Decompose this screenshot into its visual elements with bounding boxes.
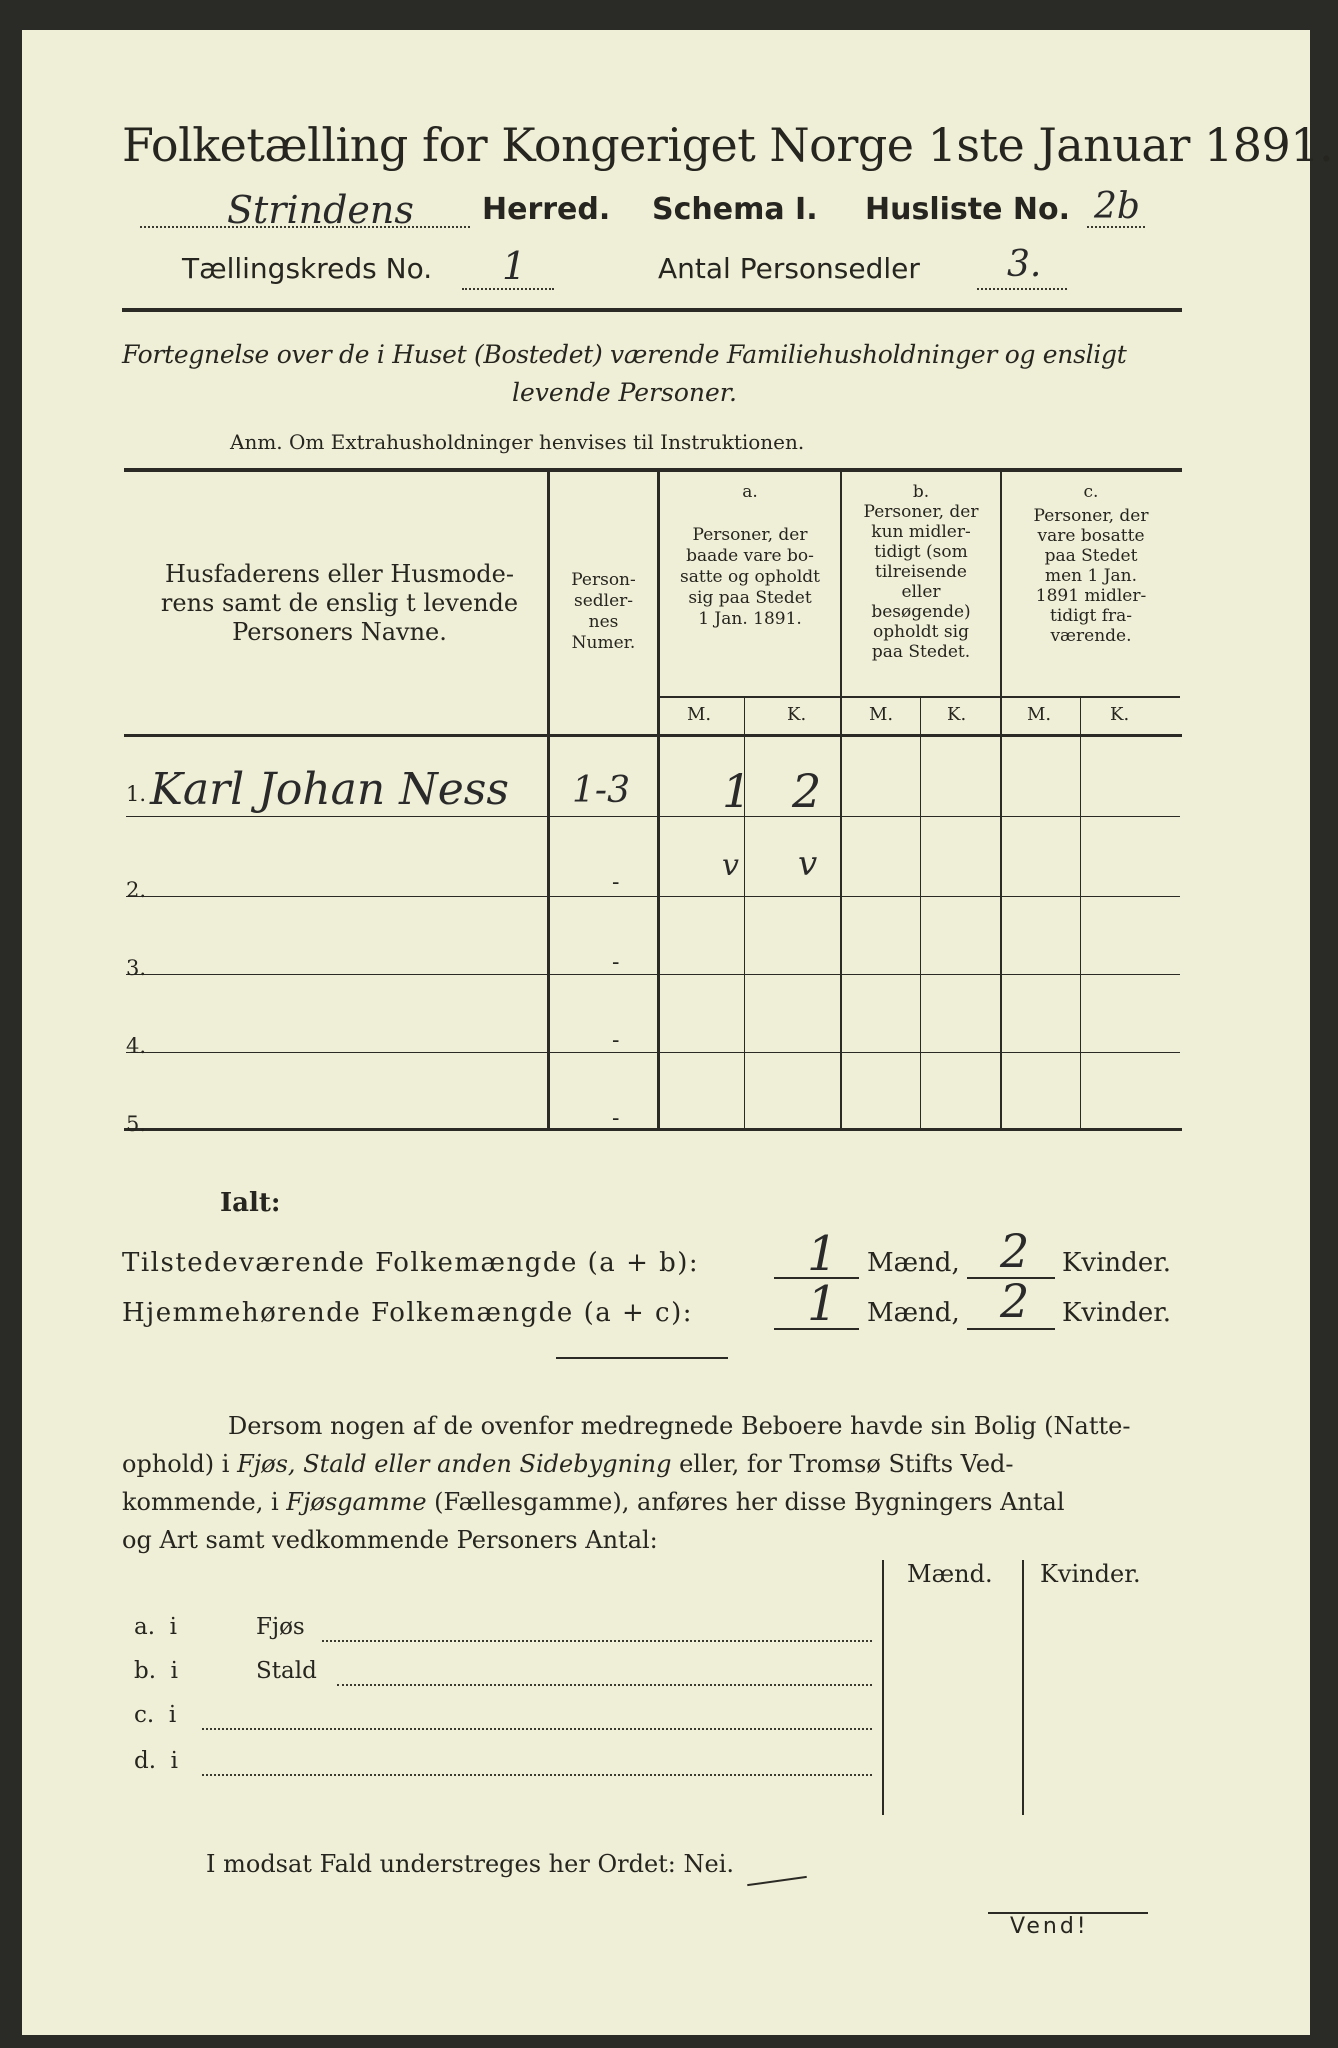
row-4-sedler: - [612,1028,620,1053]
item-a-label: Fjøs [256,1614,305,1640]
modsat-note: I modsat Fald understreges her Ordet: Nei. [206,1850,735,1878]
c-m-header: M. [1027,704,1052,725]
c-k-header: K. [1110,704,1130,725]
row-5-sedler: - [612,1106,620,1131]
row-1-sedler: 1-3 [572,770,630,811]
footer-para-1: Dersom nogen af de ovenfor medregnede Beboere havde sin Bolig (Natte- [228,1412,1131,1440]
item-b-label: Stald [256,1658,317,1684]
row-2-sedler: - [612,870,620,895]
census-form-page [22,30,1334,2035]
b-k-header: K. [947,704,967,725]
row-4-number: 4. [126,1034,147,1058]
ialt-label: Ialt: [220,1188,281,1218]
intro-line1: Fortegnelse over de i Huset (Bostedet) værende Familiehusholdninger og ensligt [122,340,1127,369]
row-3-sedler: - [612,950,620,975]
col-num-header: Person- sedler- nes Numer. [571,570,636,653]
form-title: Folketælling for Kongeriget Norge 1ste Januar 1891. [122,118,1334,172]
tilstede-kvinder-label: Kvinder. [1062,1248,1172,1278]
intro-line2: levende Personer. [512,378,737,407]
schema-label: Schema I. [652,192,818,227]
row-1-number: 1. [126,782,147,806]
col-c-header: c. Personer, der vare bosatte paa Stedet men 1 Jan. 1891 midler- tidigt fra- værende. [1033,482,1149,646]
tilstede-maend-value: 1 [807,1226,838,1282]
hjemme-kvinder-value: 2 [1000,1274,1030,1328]
husliste-label: Husliste No. [865,192,1070,227]
antal-label: Antal Personsedler [658,252,920,285]
herred-label: Herred. [482,192,611,227]
husliste-value: 2b [1094,186,1140,227]
row-5-number: 5. [126,1112,147,1136]
hjemme-label: Hjemmehørende Folkemængde (a + c): [122,1298,693,1328]
col-a-header: a. Personer, der baade vare bo- satte og opholdt sig paa Stedet 1 Jan. 1891. [680,482,820,629]
col-maend-header: Mænd. [907,1560,993,1588]
row-2-number: 2. [126,878,147,902]
tilstede-label: Tilstedeværende Folkemængde (a + b): [122,1248,700,1278]
a-m-header: M. [687,704,712,725]
vend-label: Vend! [1010,1914,1089,1939]
kreds-label: Tællingskreds No. [182,252,433,285]
item-b: b. i [134,1658,179,1684]
herred-value: Strindens [227,188,414,232]
row-1-name: Karl Johan Ness [150,764,509,815]
item-d: d. i [134,1748,179,1774]
kreds-value: 1 [502,244,527,288]
row-2-a-m: v [722,848,739,883]
row-2-a-k: v [798,844,818,884]
tilstede-maend-label: Mænd, [867,1248,960,1278]
hjemme-maend-value: 1 [807,1276,838,1332]
footer-para-2: ophold) i Fjøs, Stald eller anden Sidebygning eller, for Tromsø Stifts Ved- [122,1450,1014,1478]
col-kvinder-header: Kvinder. [1040,1560,1141,1588]
item-a: a. i [134,1614,178,1640]
col-name-header: Husfaderens eller Husmode- rens samt de enslig t levende Personers Navne. [160,560,519,646]
anm-note: Anm. Om Extrahusholdninger henvises til Instruktionen. [230,430,805,454]
antal-value: 3. [1007,244,1042,285]
divider [556,1357,728,1359]
b-m-header: M. [869,704,894,725]
row-3-number: 3. [126,956,147,980]
tilstede-kvinder-value: 2 [1000,1224,1030,1278]
hjemme-maend-label: Mænd, [867,1298,960,1328]
footer-para-4: og Art samt vedkommende Personers Antal: [122,1526,658,1554]
a-k-header: K. [787,704,807,725]
col-b-header: b. Personer, der kun midler- tidigt (som tilreisende eller besøgende) opholdt sig paa Stedet. [863,482,979,662]
footer-para-3: kommende, i Fjøsgamme (Fællesgamme), anføres her disse Bygningers Antal [122,1488,1065,1516]
hjemme-kvinder-label: Kvinder. [1062,1298,1172,1328]
item-c: c. i [134,1702,177,1728]
row-1-a-k: 2 [792,764,822,818]
row-1-a-m: 1 [722,764,752,818]
